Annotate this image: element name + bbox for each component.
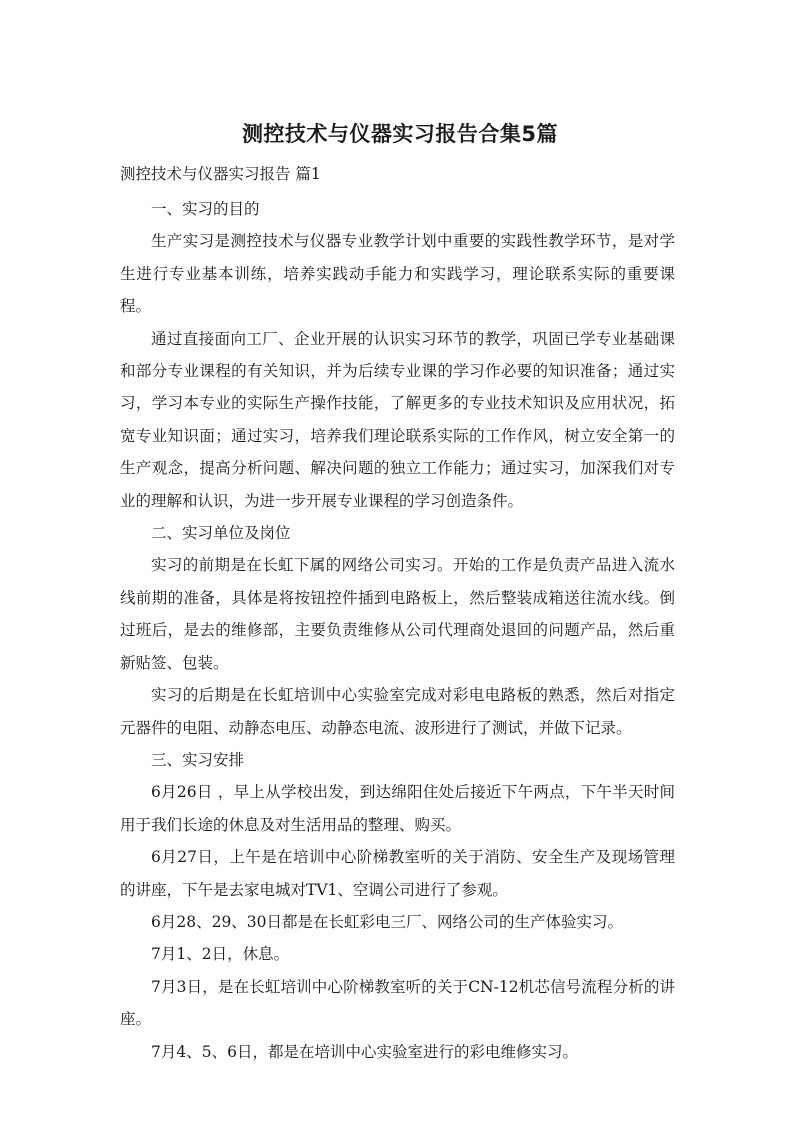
paragraph: 实习的前期是在长虹下属的网络公司实习。开始的工作是负责产品进入流水线前期的准备，具体是将按钮控件插到电路板上，然后整装成箱送往流水线。倒过班后，是去的维修部，主要负责维修从公司代理商处退回的问题产品，然后重新贴签、包装。 (120, 556, 675, 672)
paragraph: 7月4、5、6日，都是在培训中心实验室进行的彩电维修实习。 (151, 1042, 578, 1061)
paragraph: 通过直接面向工厂、企业开展的认识实习环节的教学，巩固已学专业基础课和部分专业课程的有关知识，并为后续专业课的学习作必要的知识准备；通过实习，学习本专业的实际生产操作技能，了解更多的专业技术知识及应用状况，拓宽专业知识面；通过实习，培养我们理论联系实际的工作作风，树立安全第一的生产观念，提高分析问题、解决问题的独立工作能力；通过实习，加深我们对专业的理解和认识，为进一步开展专业课程的学习创造条件。 (120, 329, 675, 510)
paragraph: 7月1、2日，休息。 (151, 945, 290, 964)
paragraph: 生产实习是测控技术与仪器专业教学计划中重要的实践性教学环节，是对学生进行专业基本训练，培养实践动手能力和实践学习，理论联系实际的重要课程。 (120, 232, 675, 316)
paragraph: 6月26日 ，早上从学校出发，到达绵阳住处后接近下午两点，下午半天时间用于我们长途的休息及对生活用品的整理、购买。 (120, 783, 675, 834)
paragraph: 实习的后期是在长虹培训中心实验室完成对彩电电路板的熟悉，然后对指定元器件的电阻、动静态电压、动静态电流、波形进行了测试，并做下记录。 (120, 686, 675, 737)
section-heading-purpose: 一、实习的目的 (151, 200, 260, 218)
paragraph: 6月28、29、30日都是在长虹彩电三厂、网络公司的生产体验实习。 (151, 912, 624, 931)
document-subtitle: 测控技术与仪器实习报告 篇1 (120, 165, 321, 183)
paragraph: 7月3日，是在长虹培训中心阶梯教室听的关于CN-12机芯信号流程分析的讲座。 (120, 977, 675, 1029)
section-heading-schedule: 三、实习安排 (151, 750, 245, 769)
document-body (120, 193, 675, 1068)
document-title: 测控技术与仪器实习报告合集5篇 (241, 122, 559, 146)
section-heading-unit: 二、实习单位及岗位 (151, 524, 291, 543)
paragraph: 6月27日，上午是在培训中心阶梯教室听的关于消防、安全生产及现场管理的讲座，下午是去家电城对TV1、空调公司进行了参观。 (120, 848, 675, 899)
